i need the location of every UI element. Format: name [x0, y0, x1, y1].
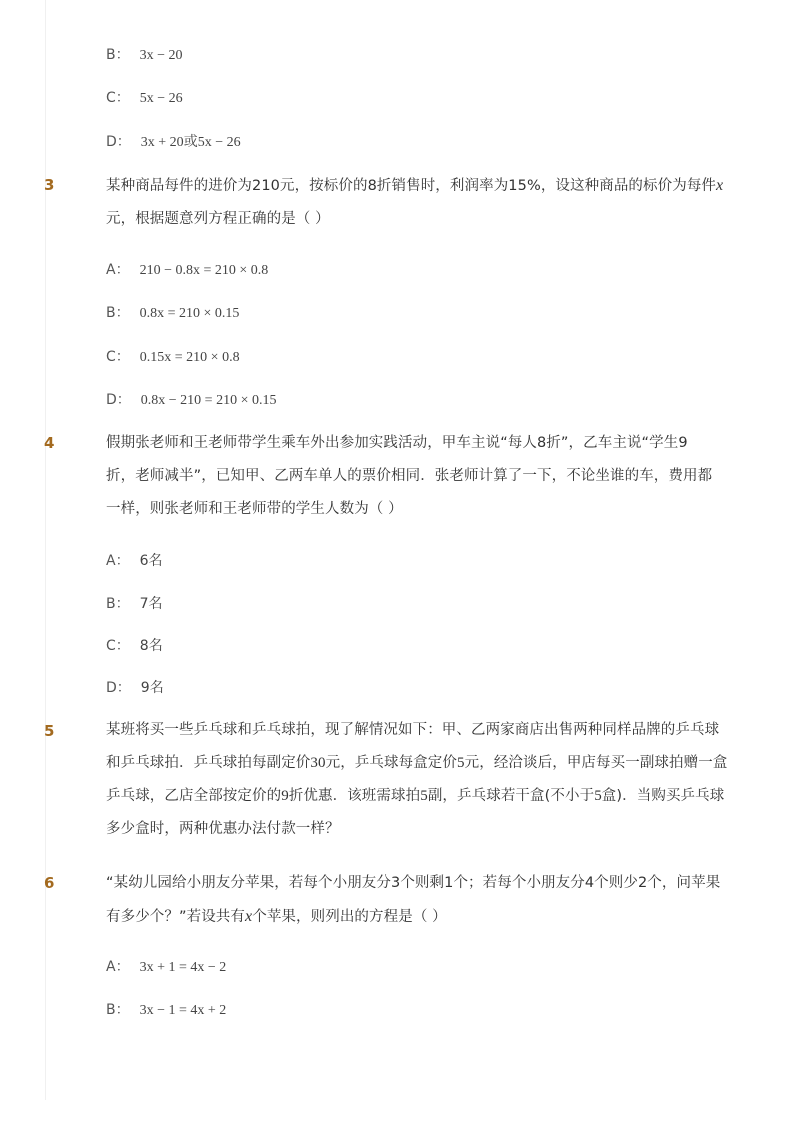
- stem-number: 5: [457, 755, 465, 771]
- question-number: 6: [44, 874, 55, 892]
- option-join-word: 或: [183, 134, 198, 150]
- variable-x: x: [716, 177, 724, 194]
- stem-text: 元，经洽谈后，甲店每买一副球拍赠一盒: [464, 755, 728, 771]
- stem-line: “某幼儿园给小朋友分苹果，若每个小朋友分3个则剩1个；若每个小朋友分4个则少2个，问苹果: [106, 875, 721, 891]
- q4-option-d[interactable]: [106, 678, 164, 698]
- option-expression: 3x − 20: [139, 48, 183, 63]
- stem-number: 30: [310, 755, 326, 771]
- stem-text: 个苹果，则列出的方程是（ ）: [252, 909, 447, 925]
- q3-option-d[interactable]: [106, 390, 276, 411]
- q6-option-b[interactable]: [106, 1000, 226, 1021]
- stem-line: 一样，则张老师和王老师带的学生人数为（ ）: [106, 501, 403, 517]
- option-expression: 3x + 20: [140, 135, 184, 150]
- question-number: 3: [44, 176, 55, 194]
- question-stem: [106, 427, 720, 526]
- option-text: 8名: [139, 638, 163, 654]
- stem-text: 副，乒乓球若干盒(不小于: [427, 788, 595, 804]
- option-text: 9名: [140, 680, 164, 696]
- option-letter: D：: [106, 392, 131, 408]
- option-letter: A：: [106, 262, 130, 278]
- question-number: 5: [44, 722, 55, 740]
- stem-line: 假期张老师和王老师带学生乘车外出参加实践活动，甲车主说“每人8折”，乙车主说“学生9: [106, 435, 688, 451]
- stem-text: 折优惠．该班需球拍: [288, 788, 421, 804]
- option-letter: C：: [106, 349, 130, 365]
- stem-line: [106, 747, 728, 780]
- option-expression: 0.8x = 210 × 0.15: [139, 306, 240, 321]
- stem-line: 多少盒时，两种优惠办法付款一样？: [106, 821, 340, 837]
- option-text: 7名: [139, 596, 163, 612]
- option-expression: 5x − 26: [197, 135, 241, 150]
- option-letter: D：: [106, 134, 131, 150]
- q4-option-c[interactable]: [106, 636, 163, 656]
- q4-option-a[interactable]: [106, 551, 163, 571]
- option-letter: D：: [106, 680, 131, 696]
- q4-option-b[interactable]: [106, 594, 163, 614]
- variable-x: x: [245, 908, 253, 925]
- stem-number: 5: [594, 788, 602, 804]
- option-expression: 0.8x − 210 = 210 × 0.15: [140, 393, 277, 408]
- q3-option-c[interactable]: [106, 347, 240, 368]
- option-letter: B：: [106, 305, 130, 321]
- stem-line: [106, 900, 720, 934]
- option-text: 6名: [139, 553, 163, 569]
- stem-number: 9: [281, 788, 289, 804]
- option-expression: 5x − 26: [139, 91, 183, 106]
- stem-text: 某种商品每件的进价为210元，按标价的8折销售时，利润率为15%，设这种商品的标价为每件: [106, 178, 717, 194]
- stem-text: 元，乒乓球每盒定价: [325, 755, 458, 771]
- option-expression: 210 − 0.8x = 210 × 0.8: [139, 263, 269, 278]
- stem-line: 元，根据题意列方程正确的是（ ）: [106, 211, 330, 227]
- question-stem: [106, 867, 720, 934]
- question-number: 4: [44, 434, 55, 452]
- q6-option-a[interactable]: [106, 957, 226, 978]
- stem-line: 某班将买一些乒乓球和乒乓球拍，现了解情况如下：甲、乙两家商店出售两种同样品牌的乒乓球: [106, 722, 720, 738]
- stem-text: 乒乓球，乙店全部按定价的: [106, 788, 282, 804]
- option-expression: 0.15x = 210 × 0.8: [139, 350, 240, 365]
- stem-line: [106, 169, 724, 203]
- stem-text: 有多少个？”若设共有: [106, 909, 246, 925]
- option-letter: C：: [106, 638, 130, 654]
- q2-option-b[interactable]: [106, 45, 183, 66]
- option-expression: 3x + 1 = 4x − 2: [139, 960, 227, 975]
- q3-option-a[interactable]: [106, 260, 268, 281]
- q2-option-d[interactable]: [106, 132, 241, 153]
- stem-number: 5: [420, 788, 428, 804]
- option-letter: B：: [106, 1002, 130, 1018]
- option-letter: A：: [106, 959, 130, 975]
- option-letter: A：: [106, 553, 130, 569]
- question-stem: [106, 169, 724, 236]
- stem-line: 折，老师减半”，已知甲、乙两车单人的票价相同．张老师计算了一下，不论坐谁的车，费用都: [106, 468, 713, 484]
- q2-option-c[interactable]: [106, 88, 183, 109]
- option-expression: 3x − 1 = 4x + 2: [139, 1003, 227, 1018]
- question-stem: [106, 714, 728, 846]
- stem-text: 和乒乓球拍．乒乓球拍每副定价: [106, 755, 311, 771]
- option-letter: B：: [106, 596, 130, 612]
- option-letter: B：: [106, 47, 130, 63]
- q3-option-b[interactable]: [106, 303, 239, 324]
- option-letter: C：: [106, 90, 130, 106]
- stem-line: [106, 780, 725, 813]
- stem-text: 盒)．当购买乒乓球: [601, 788, 725, 804]
